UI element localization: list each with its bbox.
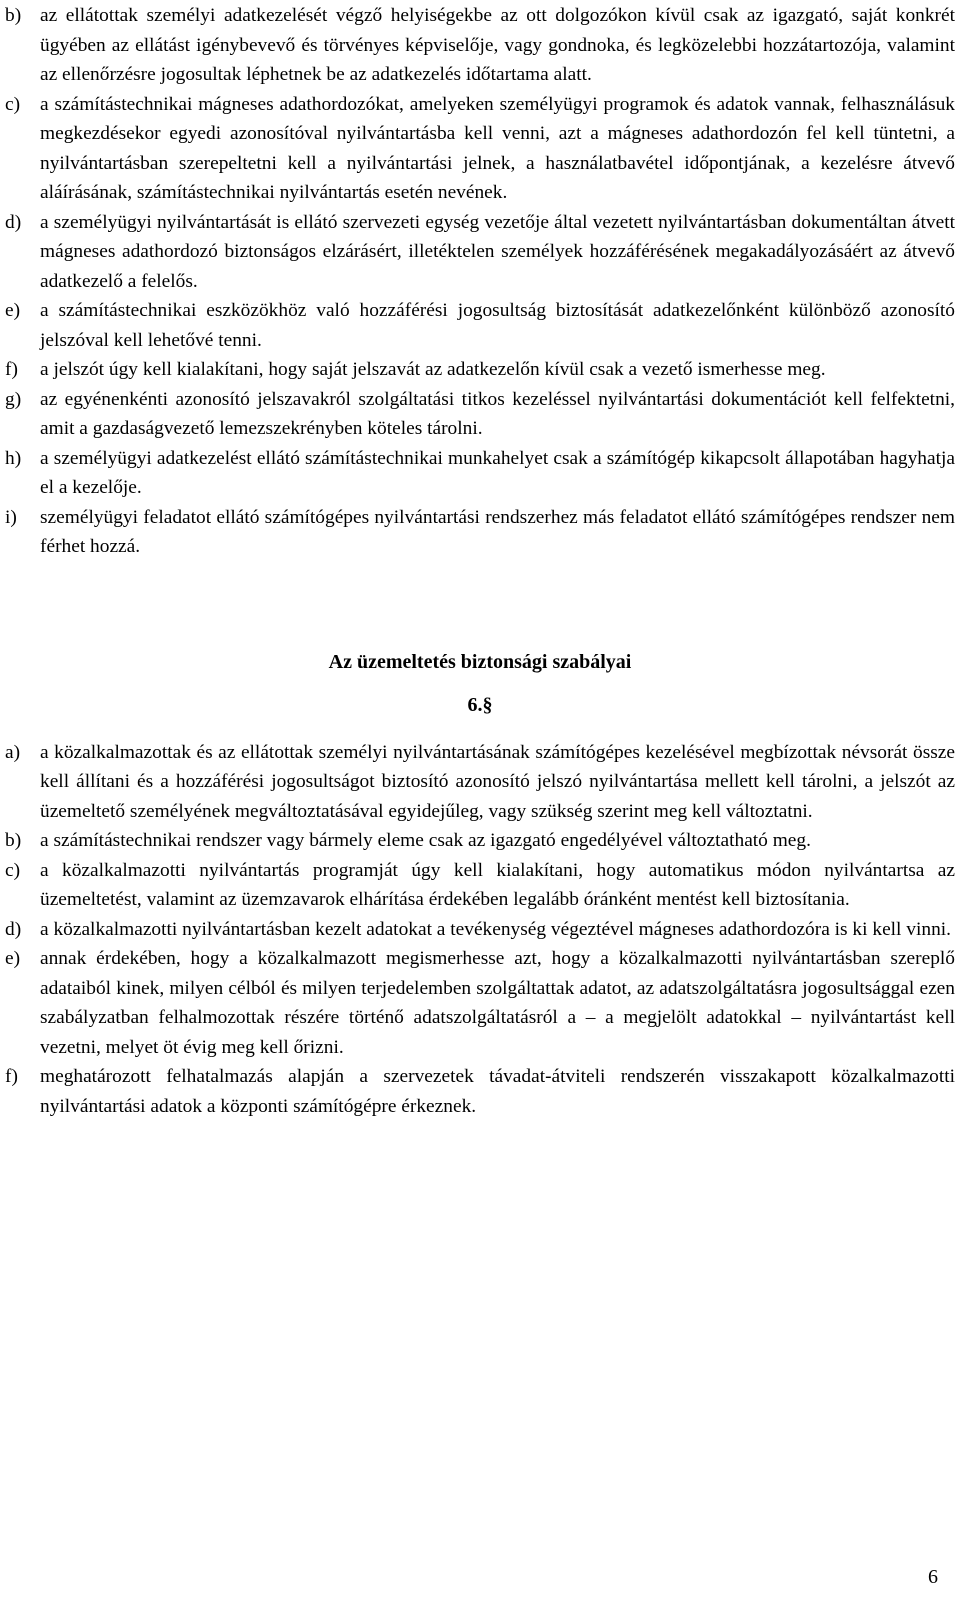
item-label: c) [5,93,21,115]
item-text: a személyügyi adatkezelést ellátó számítástechnikai munkahelyet csak a számítógép kikapcsolt állapotában hagyhatja el a kezelője. [40,447,955,498]
list-item [5,738,955,827]
item-label: i) [5,506,17,528]
item-text: annak érdekében, hogy a közalkalmazott megismerhesse azt, hogy a közalkalmazotti nyilvántartásban szereplő adataiból kinek, milyen célból és milyen terjedelemben szolgáltattak adatot, az adatszolgáltatásra jogosultsággal ezen szabályzatban felhalmozottak részére történő adatszolgáltatásról a – a megjelölt adatokkal – nyilvántartást kell vezetni, melyet öt évig meg kell őrizni. [40,948,955,1058]
list-item [5,826,955,856]
section-number: 6.§ [467,693,493,716]
document-page [5,1,955,1121]
item-label: f) [5,359,18,380]
item-text: a közalkalmazottak és az ellátottak személyi nyilvántartásának számítógépes kezelésével megbízottak névsorát össze kell állítani és a hozzáférési jogosultságot biztosító azonosító jelszó nyilvántartása mellett kell tárolni, a jelszót az üzemeltető személyének megváltoztatásával egyidejűleg, vagy szükség szerint meg kell változtatni. [40,741,955,822]
item-text: meghatározott felhatalmazás alapján a szervezetek távadat-átviteli rendszerén visszakapott közalkalmazotti nyilvántartási adatok a központi számítógépre érkeznek. [40,1066,955,1117]
list-bottom [5,738,955,1122]
item-label: a) [5,741,21,763]
item-text: az ellátottak személyi adatkezelését végző helyiségekbe az ott dolgozókon kívül csak az igazgató, saját konkrét ügyében az ellátást igénybevevő és törvényes képviselője, vagy gondnoka, és legközelebbi hozzátartozója, valamint az ellenőrzésre jogosultak léphetnek be az adatkezelés időtartama alatt. [40,5,955,85]
list-item [5,355,955,385]
list-item [5,503,955,562]
item-label: h) [5,447,22,469]
section-title: Az üzemeltetés biztonsági szabályai [328,650,632,673]
page-number: 6 [928,1566,938,1588]
list-item [5,1062,955,1121]
item-text: a számítástechnikai eszközökhöz való hozzáférési jogosultság biztosítását adatkezelőnként különböző azonosító jelszóval kell lehetővé tenni. [40,300,955,351]
list-item [5,296,955,355]
item-label: b) [5,830,22,851]
item-label: d) [5,211,22,233]
item-label: g) [5,388,22,410]
item-label: c) [5,859,21,881]
item-text: a jelszót úgy kell kialakítani, hogy saját jelszavát az adatkezelőn kívül csak a vezető ismerhesse meg. [40,359,826,380]
item-text: a közalkalmazotti nyilvántartás programját úgy kell kialakítani, hogy automatikus módon nyilvántartsa az üzemeltetést, valamint az üzemzavarok elhárítása érdekében legalább óránként mentést kell biztosítania. [40,859,955,910]
list-item [5,444,955,503]
list-item [5,915,955,945]
list-item [5,208,955,297]
item-label: b) [5,5,22,26]
list-top [5,1,955,562]
item-text: az egyénenkénti azonosító jelszavakról szolgáltatási titkos kezeléssel nyilvántartási dokumentációt kell felfektetni, amit a gazdaságvezető lemezszekrényben köteles tárolni. [40,388,955,439]
item-text: személyügyi feladatot ellátó számítógépes nyilvántartási rendszerhez más feladatot ellátó számítógépes rendszer nem férhet hozzá. [40,506,955,557]
section-spacer [5,562,955,620]
list-item [5,856,955,915]
list-item [5,90,955,208]
list-item [5,944,955,1062]
item-text: a személyügyi nyilvántartását is ellátó szervezeti egység vezetője által vezetett nyilvántartásban dokumentáltan átvett mágneses adathordozó biztonságos elzárásért, illetéktelen személyek hozzáférésének megakadályozásáért az átvevő adatkezelő a felelős. [40,211,955,292]
item-label: d) [5,918,22,940]
item-label: f) [5,1066,18,1087]
list-item [5,1,955,90]
item-text: a közalkalmazotti nyilvántartásban kezelt adatokat a tevékenység végeztével mágneses adathordozóra is ki kell vinni. [40,918,952,940]
item-text: a számítástechnikai mágneses adathordozókat, amelyeken személyügyi programok és adatok vannak, felhasználásuk megkezdésekor egyedi azonosítóval nyilvántartásba kell venni, azt a mágneses adathordozón fel kell tüntetni, a nyilvántartásban szerepeltetni kell a nyilvántartási jelnek, a használatbavétel időpontjának, a kezelésre átvevő aláírásának, számítástechnikai nyilvántartás esetén nevének. [40,93,955,203]
item-label: e) [5,948,21,969]
item-text: a számítástechnikai rendszer vagy bármely eleme csak az igazgató engedélyével változtatható meg. [40,830,811,851]
item-label: e) [5,300,21,321]
list-item [5,385,955,444]
